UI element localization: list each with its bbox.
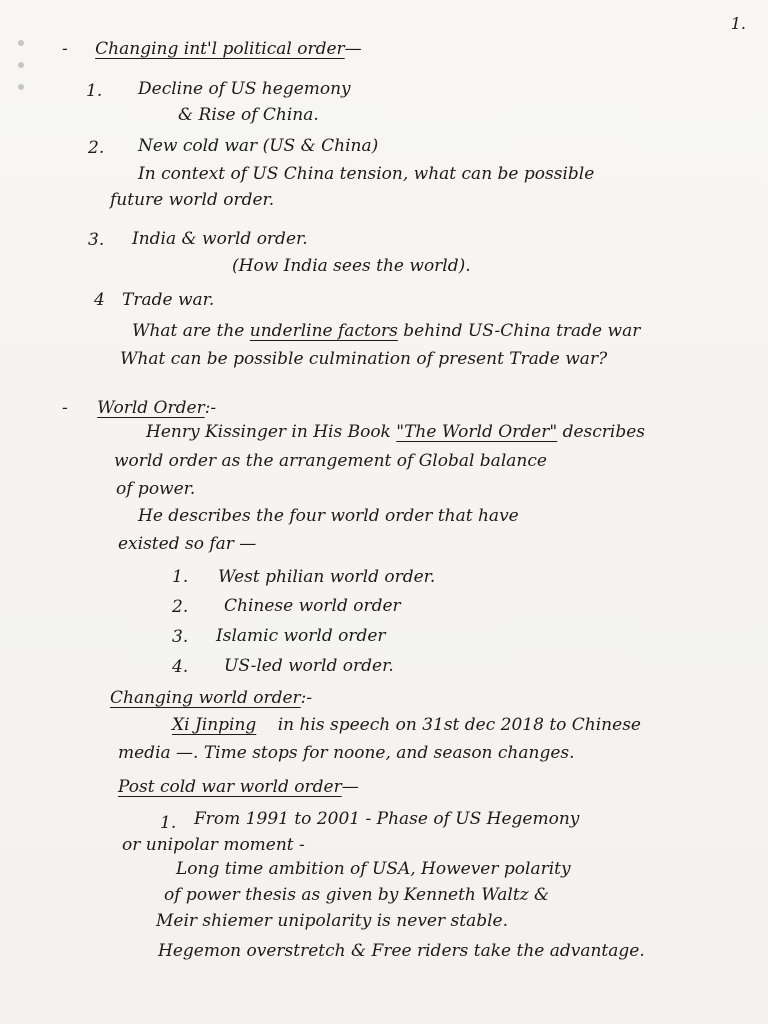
list-item-cont: & Rise of China. xyxy=(178,105,319,125)
paragraph-line: He describes the four world order that have xyxy=(138,506,519,526)
list-item: US-led world order. xyxy=(224,656,394,676)
paragraph-line: Meir shiemer unipolarity is never stable. xyxy=(156,911,508,931)
heading-political-order: - Changing int'l political order— xyxy=(62,39,362,59)
heading-changing-world-order: Changing world order:- xyxy=(110,688,313,708)
trade-war-question: What can be possible culmination of present Trade war? xyxy=(120,349,608,369)
list-item: Chinese world order xyxy=(224,596,401,616)
list-item-cont: In context of US China tension, what can be possible xyxy=(138,164,595,184)
list-item: Islamic world order xyxy=(216,626,386,646)
list-number: 3. xyxy=(88,230,105,250)
book-title: "The World Order" xyxy=(396,422,558,442)
punch-hole xyxy=(18,40,24,46)
paragraph-line: of power thesis as given by Kenneth Waltz & xyxy=(164,885,550,905)
paragraph-line: or unipolar moment - xyxy=(122,835,305,855)
heading-text: World Order xyxy=(97,398,205,418)
list-item-cont: future world order. xyxy=(110,190,275,210)
paragraph-line: From 1991 to 2001 - Phase of US Hegemony xyxy=(194,809,580,829)
list-item: India & world order. xyxy=(132,229,308,249)
list-number: 1. xyxy=(160,813,177,833)
heading-text: Changing world order xyxy=(110,688,301,708)
heading-post-cold-war: Post cold war world order— xyxy=(118,777,359,797)
list-number: 3. xyxy=(172,627,189,647)
list-item: West philian world order. xyxy=(218,567,436,587)
paragraph-line: Long time ambition of USA, However polarity xyxy=(176,859,571,879)
list-item: Decline of US hegemony xyxy=(138,79,351,99)
punch-hole xyxy=(18,62,24,68)
heading-text: Changing int'l political order xyxy=(95,39,345,59)
list-item: New cold war (US & China) xyxy=(138,136,379,156)
paragraph-line: Hegemon overstretch & Free riders take the advantage. xyxy=(158,941,645,961)
list-number: 4 xyxy=(94,290,105,310)
list-item: Trade war. xyxy=(122,290,215,310)
underlined-name: Xi Jinping xyxy=(172,715,257,735)
heading-text: Post cold war world order xyxy=(118,777,342,797)
underlined-term: underline factors xyxy=(249,321,398,341)
list-number: 4. xyxy=(172,657,189,677)
heading-world-order: - World Order:- xyxy=(62,398,217,418)
punch-hole xyxy=(18,84,24,90)
paragraph-line: of power. xyxy=(116,479,196,499)
page-number: 1. xyxy=(730,14,746,33)
list-number: 2. xyxy=(172,597,189,617)
list-item-cont: (How India sees the world). xyxy=(232,256,471,276)
list-number: 2. xyxy=(88,138,105,158)
trade-war-question: What are the underline factors behind US-China trade war xyxy=(132,321,641,341)
list-number: 1. xyxy=(172,567,189,587)
paragraph-line: existed so far — xyxy=(118,534,257,554)
paragraph-line: media —. Time stops for noone, and season changes. xyxy=(118,743,575,763)
paragraph-line: Xi Jinping in his speech on 31st dec 2018 to Chinese xyxy=(172,715,641,735)
paragraph-line: world order as the arrangement of Global balance xyxy=(114,451,547,471)
paragraph-line: Henry Kissinger in His Book "The World Order" describes xyxy=(146,422,646,442)
list-number: 1. xyxy=(86,81,103,101)
